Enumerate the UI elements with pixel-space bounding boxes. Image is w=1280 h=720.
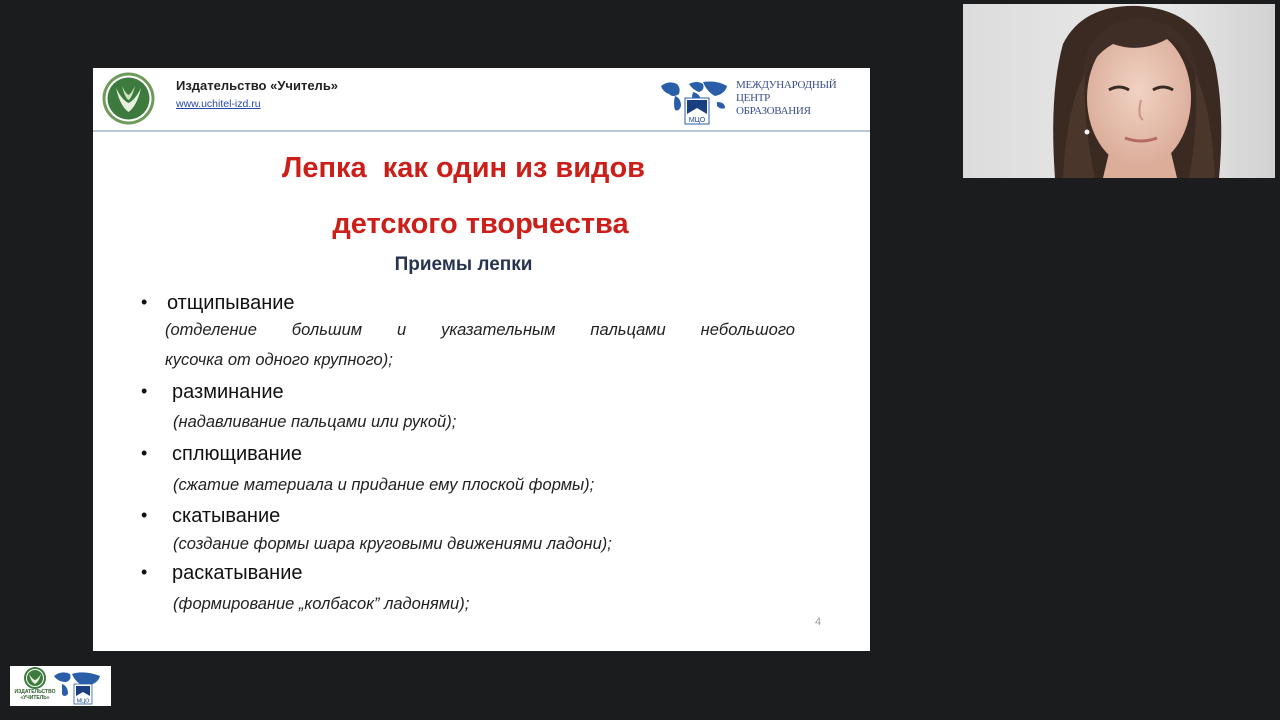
bullet-marker: • — [141, 381, 148, 401]
technique-term: скатывание — [172, 505, 281, 527]
technique-description: кусочка от одного крупного); — [165, 351, 393, 369]
mco-name-line: ОБРАЗОВАНИЯ — [736, 105, 811, 117]
technique-term: разминание — [172, 381, 284, 403]
technique-description: (отделение большим и указательным пальцами небольшого — [165, 321, 795, 339]
technique-term: сплющивание — [172, 443, 302, 465]
mco-map-logo-icon — [659, 74, 733, 126]
slide-number: 4 — [815, 616, 822, 628]
presenter-webcam-video[interactable] — [963, 4, 1275, 178]
slide-title — [93, 140, 870, 252]
mco-name-line: ЦЕНТР — [736, 92, 770, 104]
technique-term: раскатывание — [172, 562, 303, 584]
publisher-logo-icon — [102, 72, 155, 125]
bullet-marker: • — [141, 505, 148, 525]
bullet-marker: • — [141, 562, 148, 582]
mco-name-line: МЕЖДУНАРОДНЫЙ — [736, 79, 837, 91]
mco-name — [736, 79, 836, 118]
corner-logo-caption — [12, 689, 58, 701]
corner-mco-badge-text: МЦО — [76, 698, 90, 705]
channel-watermark-logo — [10, 666, 111, 706]
presenter-portrait-icon — [963, 4, 1275, 178]
technique-description: (создание формы шара круговыми движениями ладони); — [173, 535, 612, 553]
publisher-website-link[interactable]: www.uchitel-izd.ru — [176, 98, 261, 110]
slide-header — [93, 68, 870, 130]
technique-term: отщипывание — [167, 292, 295, 314]
corner-caption-line: ИЗДАТЕЛЬСТВО — [14, 689, 56, 695]
technique-description: (сжатие материала и придание ему плоской формы); — [173, 476, 595, 494]
slide-subtitle: Приемы лепки — [394, 254, 533, 275]
bullet-marker: • — [141, 292, 148, 312]
header-divider — [93, 130, 870, 132]
mco-badge-text: МЦО — [688, 117, 706, 124]
bullet-marker: • — [141, 443, 148, 463]
corner-caption-line: «УЧИТЕЛЬ» — [20, 695, 50, 701]
publisher-name: Издательство «Учитель» — [176, 78, 339, 93]
slide-title-line: Лепка как один из видов — [281, 152, 645, 184]
presentation-slide — [93, 68, 870, 651]
technique-description: (надавливание пальцами или рукой); — [173, 413, 457, 431]
technique-description: (формирование „колбасок” ладонями); — [173, 595, 470, 613]
slide-title-line: детского творчества — [332, 208, 629, 240]
